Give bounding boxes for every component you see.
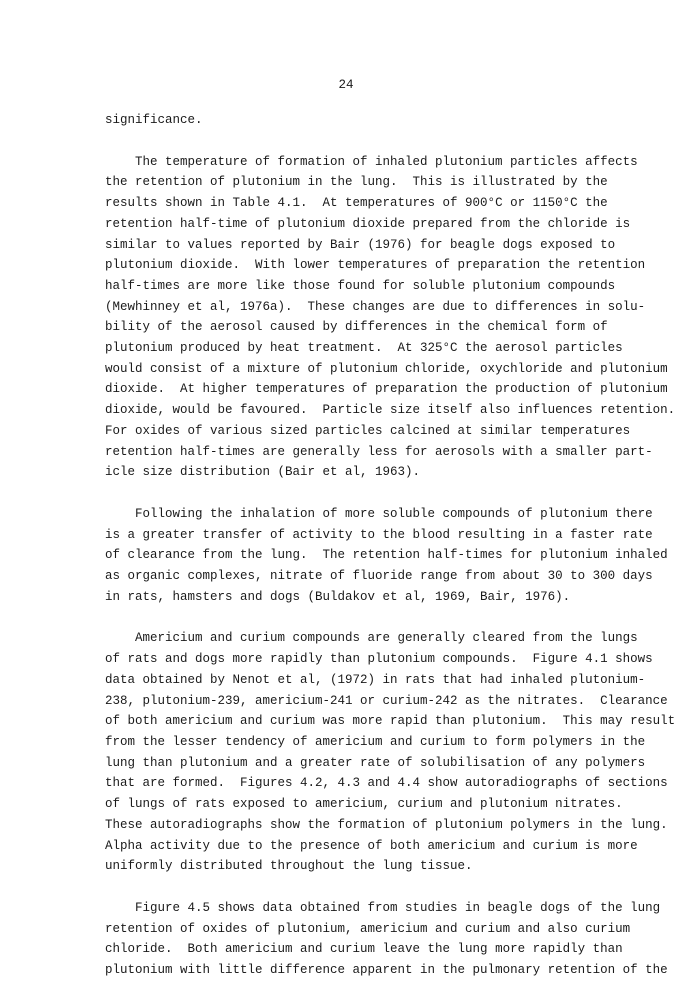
text-line: of clearance from the lung. The retention half-times for plutonium inhaled — [105, 548, 668, 563]
paragraph — [105, 110, 630, 131]
text-line: Americium and curium compounds are generally cleared from the lungs — [135, 631, 638, 646]
paragraph — [105, 628, 676, 876]
paragraph — [105, 898, 668, 981]
text-line: These autoradiographs show the formation of plutonium polymers in the lung. — [105, 817, 668, 832]
text-line: uniformly distributed throughout the lung tissue. — [105, 859, 473, 874]
text-line: retention half-time of plutonium dioxide prepared from the chloride is — [105, 216, 631, 231]
text-line: icle size distribution (Bair et al, 1963). — [105, 465, 421, 480]
text-line: of lungs of rats exposed to americium, curium and plutonium nitrates. — [105, 797, 623, 812]
text-line: bility of the aerosol caused by differences in the chemical form of — [105, 320, 608, 335]
text-line: data obtained by Nenot et al, (1972) in rats that had inhaled plutonium- — [105, 672, 646, 687]
text-line: half-times are more like those found for soluble plutonium compounds — [105, 278, 616, 293]
text-line: (Mewhinney et al, 1976a). These changes are due to differences in solu- — [105, 299, 646, 314]
text-line: dioxide. At higher temperatures of preparation the production of plutonium — [105, 382, 668, 397]
text-line: plutonium dioxide. With lower temperatures of preparation the retention — [105, 258, 646, 273]
text-line: plutonium produced by heat treatment. At 325°C the aerosol particles — [105, 341, 623, 356]
text-line: as organic complexes, nitrate of fluoride range from about 30 to 300 days — [105, 569, 653, 584]
text-line: Following the inhalation of more soluble compounds of plutonium there — [135, 506, 653, 521]
text-line: in rats, hamsters and dogs (Buldakov et al, 1969, Bair, 1976). — [105, 589, 571, 604]
text-line: retention half-times are generally less for aerosols with a smaller part- — [105, 444, 653, 459]
text-line: is a greater transfer of activity to the blood resulting in a faster rate — [105, 527, 653, 542]
text-line: chloride. Both americium and curium leave the lung more rapidly than — [105, 942, 623, 957]
text-line: lung than plutonium and a greater rate of solubilisation of any polymers — [105, 755, 646, 770]
text-line: plutonium with little difference apparent in the pulmonary retention of the — [105, 963, 668, 978]
text-line: that are formed. Figures 4.2, 4.3 and 4.4 show autoradiographs of sections — [105, 776, 668, 791]
text-line: Alpha activity due to the presence of both americium and curium is more — [105, 838, 638, 853]
text-line: 238, plutonium-239, americium-241 or curium-242 as the nitrates. Clearance — [105, 693, 668, 708]
text-line: For oxides of various sized particles calcined at similar temperatures — [105, 423, 631, 438]
body-text — [105, 110, 676, 1002]
text-line: retention of oxides of plutonium, americium and curium and also curium — [105, 921, 631, 936]
page-number: 24 — [338, 78, 354, 92]
text-line: The temperature of formation of inhaled plutonium particles affects — [135, 154, 638, 169]
text-line: similar to values reported by Bair (1976) for beagle dogs exposed to — [105, 237, 616, 252]
text-line: of rats and dogs more rapidly than plutonium compounds. Figure 4.1 shows — [105, 652, 653, 667]
text-line: would consist of a mixture of plutonium chloride, oxychloride and plutonium — [105, 361, 668, 376]
text-line: from the lesser tendency of americium and curium to form polymers in the — [105, 734, 646, 749]
text-line: Figure 4.5 shows data obtained from studies in beagle dogs of the lung — [135, 900, 661, 915]
paragraph — [105, 152, 676, 483]
text-line: dioxide, would be favoured. Particle size itself also influences retention. — [105, 403, 676, 418]
paragraph — [105, 504, 668, 608]
text-line: of both americium and curium was more rapid than plutonium. This may result — [105, 714, 676, 729]
text-line: the retention of plutonium in the lung. This is illustrated by the — [105, 175, 608, 190]
text-line: significance. — [105, 113, 203, 127]
text-line: results shown in Table 4.1. At temperatures of 900°C or 1150°C the — [105, 196, 608, 211]
